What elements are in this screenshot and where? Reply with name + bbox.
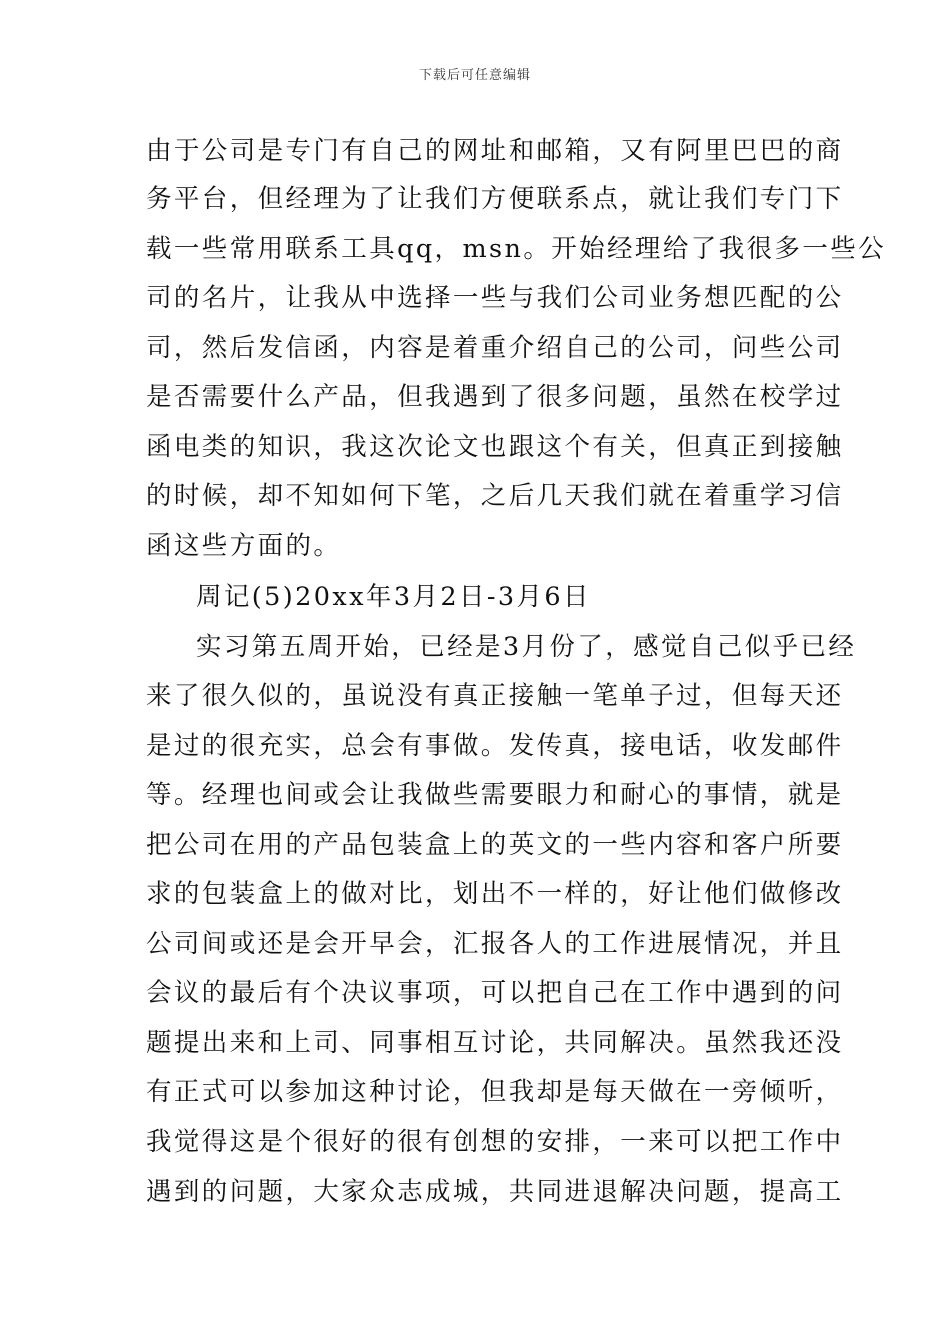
section-heading: 周记(5)20xx年3月2日-3月6日 (196, 582, 591, 612)
body-line: 由于公司是专门有自己的网址和邮箱，又有阿里巴巴的商 (146, 136, 844, 166)
body-line: 等。经理也间或会让我做些需要眼力和耐心的事情，就是 (146, 780, 844, 810)
body-line: 有正式可以参加这种讨论，但我却是每天做在一旁倾听， (146, 1077, 844, 1107)
body-line: 来了很久似的，虽说没有真正接触一笔单子过，但每天还 (146, 681, 844, 711)
body-line: 是否需要什么产品，但我遇到了很多问题，虽然在校学过 (146, 382, 844, 412)
body-line: 司，然后发信函，内容是着重介绍自己的公司，问些公司 (146, 333, 844, 363)
body-line: 题提出来和上司、同事相互讨论，共同解决。虽然我还没 (146, 1028, 844, 1058)
body-line: 是过的很充实，总会有事做。发传真，接电话，收发邮件 (146, 731, 844, 761)
body-line: 把公司在用的产品包装盒上的英文的一些内容和客户所要 (146, 830, 844, 860)
body-line: 函这些方面的。 (146, 531, 342, 561)
body-line: 务平台，但经理为了让我们方便联系点，就让我们专门下 (146, 184, 844, 214)
body-line: 司的名片，让我从中选择一些与我们公司业务想匹配的公 (146, 283, 844, 313)
body-line: 公司间或还是会开早会，汇报各人的工作进展情况，并且 (146, 929, 844, 959)
body-line: 我觉得这是个很好的很有创想的安排，一来可以把工作中 (146, 1127, 844, 1157)
body-line: 求的包装盒上的做对比，划出不一样的，好让他们做修改 (146, 879, 844, 909)
body-line: 的时候，却不知如何下笔，之后几天我们就在着重学习信 (146, 481, 844, 511)
body-line: 载一些常用联系工具qq，msn。开始经理给了我很多一些公 (146, 234, 887, 264)
body-line: 函电类的知识，我这次论文也跟这个有关，但真正到接触 (146, 432, 844, 462)
body-line: 遇到的问题，大家众志成城，共同进退解决问题，提高工 (146, 1177, 844, 1207)
body-line: 会议的最后有个决议事项，可以把自己在工作中遇到的问 (146, 978, 844, 1008)
body-line: 实习第五周开始，已经是3月份了，感觉自己似乎已经 (196, 632, 857, 662)
page-header: 下载后可任意编辑 (418, 68, 531, 83)
